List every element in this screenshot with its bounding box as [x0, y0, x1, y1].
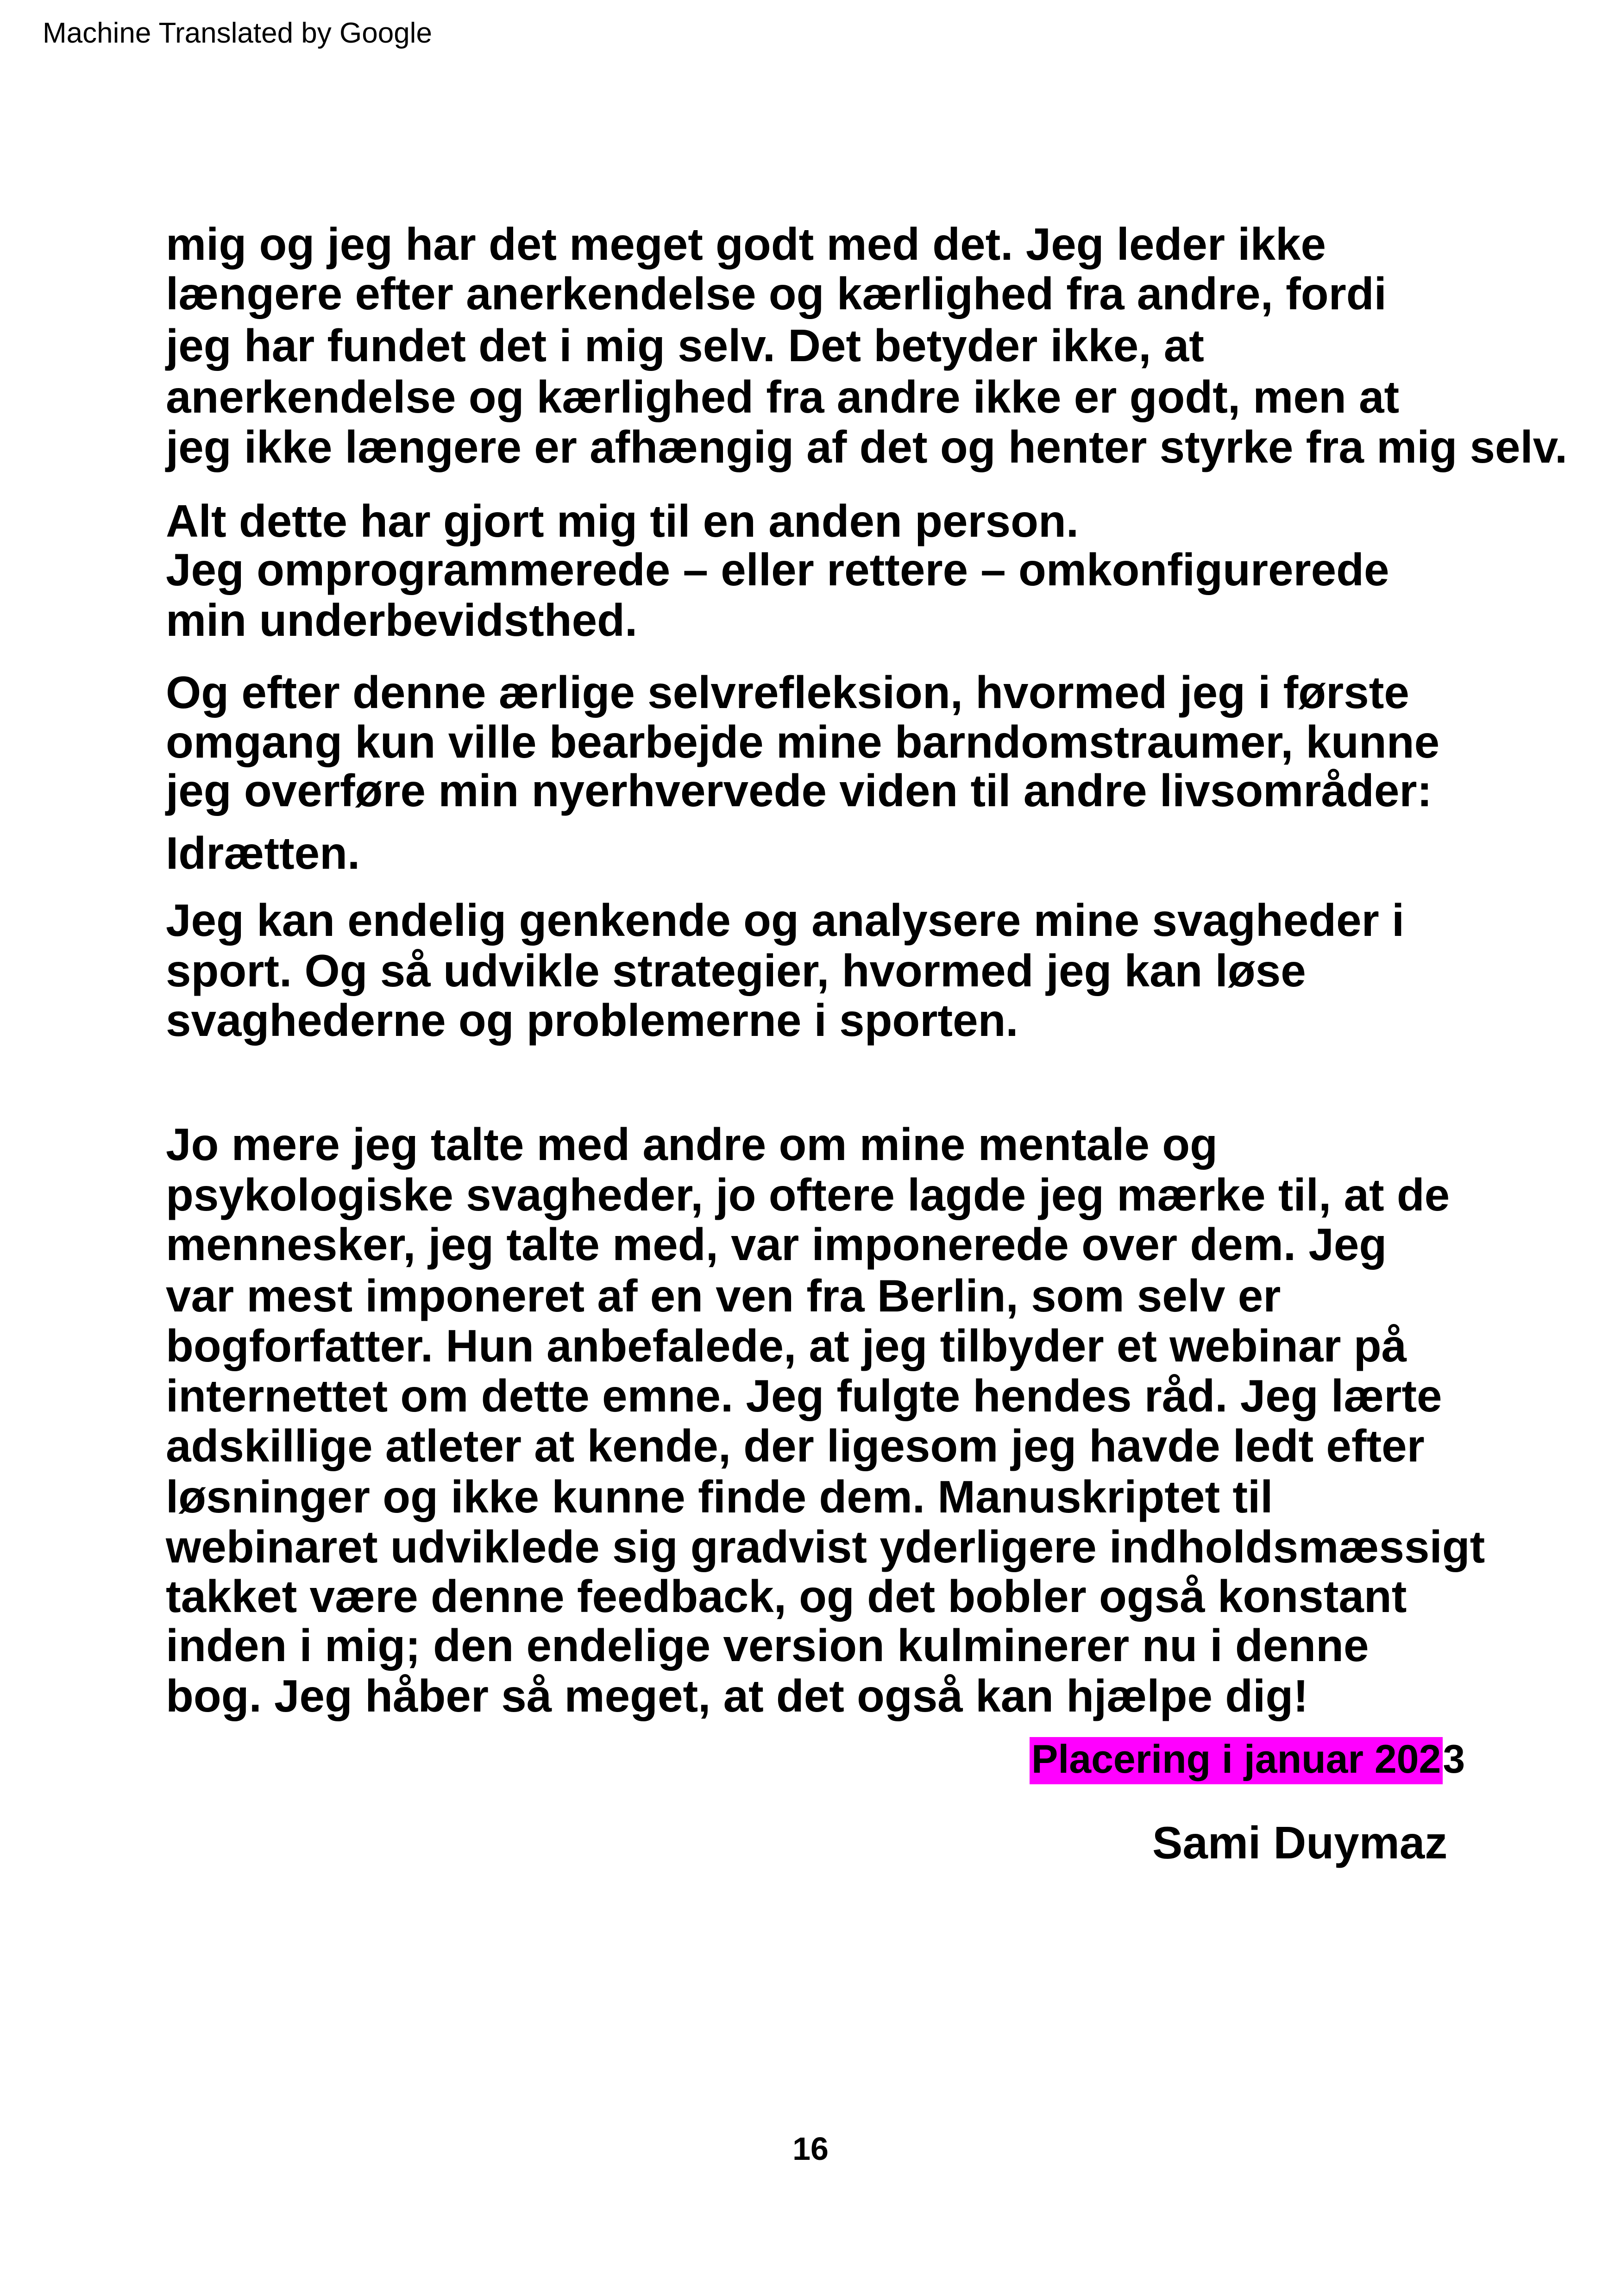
paragraph-line: sport. Og så udvikle strategier, hvormed jeg kan løse	[166, 945, 1306, 996]
paragraph-line: min underbevidsthed.	[166, 595, 638, 646]
paragraph-line: bog. Jeg håber så meget, at det også kan hjælpe dig!	[166, 1670, 1308, 1721]
paragraph-line: jeg har fundet det i mig selv. Det betyder ikke, at	[166, 320, 1204, 371]
paragraph-line: løsninger og ikke kunne finde dem. Manuskriptet til	[166, 1471, 1273, 1522]
page-number: 16	[792, 2131, 829, 2167]
paragraph-line: inden i mig; den endelige version kulminerer nu i denne	[166, 1620, 1369, 1671]
paragraph-line: svaghederne og problemerne i sporten.	[166, 995, 1018, 1046]
place-date-suffix: 3	[1443, 1737, 1465, 1782]
paragraph-line: Jo mere jeg talte med andre om mine mentale og	[166, 1119, 1218, 1170]
paragraph-line: psykologiske svagheder, jo oftere lagde jeg mærke til, at de	[166, 1169, 1450, 1220]
paragraph-line: internettet om dette emne. Jeg fulgte hendes råd. Jeg lærte	[166, 1370, 1442, 1421]
paragraph-line: omgang kun ville bearbejde mine barndomstraumer, kunne	[166, 716, 1440, 767]
paragraph-line: Idrætten.	[166, 828, 360, 878]
paragraph-line: bogforfatter. Hun anbefalede, at jeg tilbyder et webinar på	[166, 1320, 1407, 1371]
paragraph-line: adskillige atleter at kende, der ligesom jeg havde ledt efter	[166, 1420, 1425, 1471]
paragraph-line: Alt dette har gjort mig til en anden person.	[166, 496, 1079, 546]
paragraph-line: mig og jeg har det meget godt med det. Jeg leder ikke	[166, 219, 1326, 270]
paragraph-line: jeg overføre min nyerhvervede viden til andre livsområder:	[166, 765, 1433, 816]
machine-translation-note: Machine Translated by Google	[43, 17, 432, 49]
paragraph-line: var mest imponeret af en ven fra Berlin, som selv er	[166, 1270, 1281, 1321]
paragraph-line: længere efter anerkendelse og kærlighed fra andre, fordi	[166, 268, 1387, 319]
paragraph-line: anerkendelse og kærlighed fra andre ikke er godt, men at	[166, 371, 1400, 422]
paragraph-line: jeg ikke længere er afhængig af det og henter styrke fra mig selv.	[166, 421, 1568, 472]
paragraph-line: Jeg kan endelig genkende og analysere mine svagheder i	[166, 895, 1405, 946]
paragraph-line: mennesker, jeg talte med, var imponerede over dem. Jeg	[166, 1219, 1387, 1270]
author-name: Sami Duymaz	[1152, 1817, 1448, 1868]
paragraph-line: takket være denne feedback, og det bobler også konstant	[166, 1571, 1407, 1622]
highlighted-place-date: Placering i januar 202	[1030, 1737, 1443, 1784]
paragraph-line: Og efter denne ærlige selvrefleksion, hvormed jeg i første	[166, 667, 1409, 718]
paragraph-line: Jeg omprogrammerede – eller rettere – omkonfigurerede	[166, 544, 1389, 595]
place-and-date	[1030, 1736, 1465, 1783]
paragraph-line: webinaret udviklede sig gradvist yderligere indholdsmæssigt	[166, 1521, 1485, 1572]
